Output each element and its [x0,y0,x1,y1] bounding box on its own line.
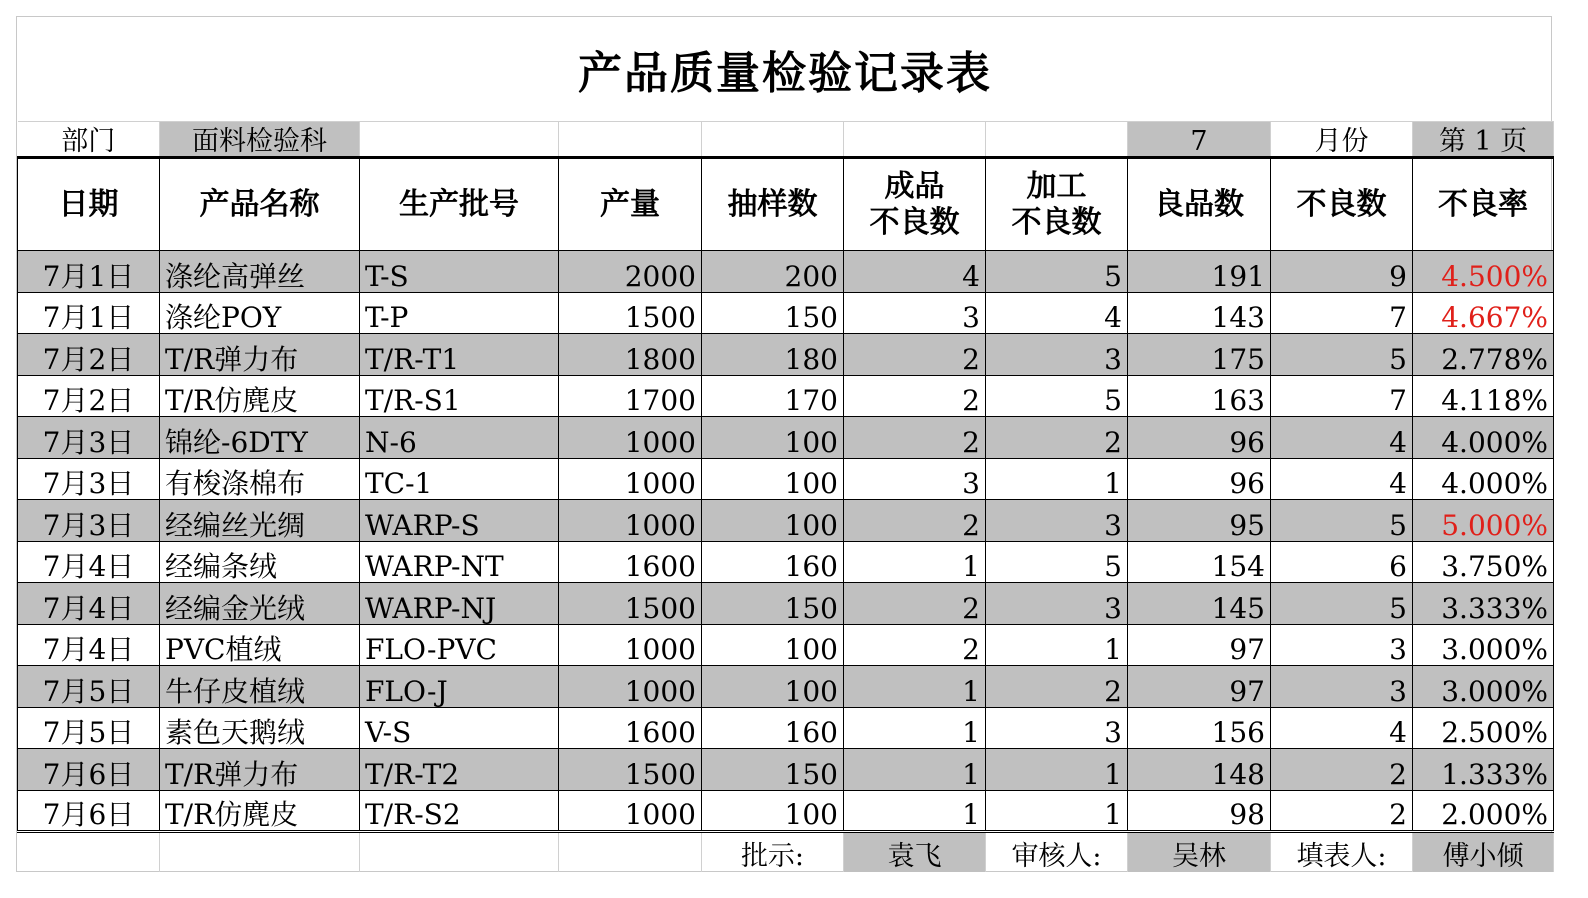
table-row [18,541,1554,583]
cell-batch[interactable]: T/R-T1 [360,334,559,376]
cell-finished-defect[interactable]: 2 [844,375,986,417]
cell-rate[interactable]: 4.118% [1413,375,1554,417]
cell-sample[interactable]: 100 [702,624,844,666]
cell-qty[interactable]: 1000 [559,417,702,459]
table-row [18,749,1554,791]
cell-qty[interactable]: 1000 [559,624,702,666]
cell-date[interactable]: 7月4日 [18,541,160,583]
cell-batch[interactable]: T/R-S2 [360,790,559,832]
cell-batch[interactable]: T-S [360,251,559,293]
cell-rate[interactable]: 1.333% [1413,749,1554,791]
sheet-title: 产品质量检验记录表 [578,48,992,99]
cell-good[interactable]: 143 [1128,292,1271,334]
header-finished-defect-line1: 成品 [884,168,945,204]
table-row [18,375,1554,417]
cell-process-defect[interactable]: 1 [986,624,1128,666]
header-process-defect-line1: 加工 [1026,168,1087,204]
cell-rate[interactable]: 4.500% [1413,251,1554,293]
cell-good[interactable]: 97 [1128,624,1271,666]
cell-product-name[interactable]: T/R仿麂皮 [160,375,360,417]
cell-product-name[interactable]: 素色天鹅绒 [160,707,360,749]
cell-sample[interactable]: 170 [702,375,844,417]
cell-date[interactable]: 7月4日 [18,624,160,666]
cell-finished-defect[interactable]: 1 [844,541,986,583]
cell-qty[interactable]: 1000 [559,500,702,542]
cell-finished-defect[interactable]: 2 [844,624,986,666]
empty-cell[interactable] [559,832,702,872]
cell-good[interactable]: 175 [1128,334,1271,376]
cell-batch[interactable]: T-P [360,292,559,334]
cell-sample[interactable]: 100 [702,500,844,542]
table-row [18,707,1554,749]
cell-qty[interactable]: 1500 [559,749,702,791]
meta-row [18,122,1554,158]
table-row [18,251,1554,293]
cell-qty[interactable]: 1500 [559,583,702,625]
cell-process-defect[interactable]: 3 [986,707,1128,749]
cell-sample[interactable]: 160 [702,541,844,583]
dept-label[interactable]: 部门 [18,122,160,158]
cell-qty[interactable]: 1800 [559,334,702,376]
table-row [18,334,1554,376]
cell-date[interactable]: 7月2日 [18,375,160,417]
cell-product-name[interactable]: T/R弹力布 [160,749,360,791]
cell-qty[interactable]: 1600 [559,541,702,583]
cell-date[interactable]: 7月5日 [18,707,160,749]
approve-value[interactable]: 袁飞 [844,832,986,872]
cell-date[interactable]: 7月3日 [18,417,160,459]
cell-finished-defect[interactable]: 1 [844,707,986,749]
cell-process-defect[interactable]: 1 [986,790,1128,832]
cell-date[interactable]: 7月3日 [18,458,160,500]
cell-batch[interactable]: T/R-T2 [360,749,559,791]
cell-qty[interactable]: 1700 [559,375,702,417]
preparer-label[interactable]: 填表人: [1271,832,1413,872]
cell-rate[interactable]: 2.778% [1413,334,1554,376]
cell-sample[interactable]: 180 [702,334,844,376]
quality-table [17,121,1554,872]
empty-cell[interactable] [360,832,559,872]
cell-qty[interactable]: 1500 [559,292,702,334]
empty-cell[interactable] [360,122,559,158]
cell-process-defect[interactable]: 3 [986,334,1128,376]
header-rate[interactable]: 不良率 [1413,158,1554,251]
empty-cell[interactable] [559,122,702,158]
cell-qty[interactable]: 1000 [559,790,702,832]
cell-finished-defect[interactable]: 1 [844,749,986,791]
cell-rate[interactable]: 4.000% [1413,417,1554,459]
header-batch[interactable]: 生产批号 [360,158,559,251]
cell-bad[interactable]: 5 [1271,500,1413,542]
table-row [18,458,1554,500]
header-qty[interactable]: 产量 [559,158,702,251]
cell-product-name[interactable]: 锦纶-6DTY [160,417,360,459]
preparer-value[interactable]: 傅小倾 [1413,832,1554,872]
cell-good[interactable]: 163 [1128,375,1271,417]
cell-batch[interactable]: WARP-S [360,500,559,542]
cell-bad[interactable]: 9 [1271,251,1413,293]
cell-bad[interactable]: 2 [1271,749,1413,791]
cell-bad[interactable]: 4 [1271,417,1413,459]
cell-sample[interactable]: 150 [702,749,844,791]
cell-rate[interactable]: 5.000% [1413,500,1554,542]
cell-product-name[interactable]: PVC植绒 [160,624,360,666]
cell-rate[interactable]: 2.000% [1413,790,1554,832]
cell-finished-defect[interactable]: 1 [844,666,986,708]
cell-batch[interactable]: FLO-PVC [360,624,559,666]
cell-process-defect[interactable]: 1 [986,749,1128,791]
header-finished-defect-line2: 不良数 [869,204,960,240]
cell-sample[interactable]: 200 [702,251,844,293]
table-row [18,500,1554,542]
cell-qty[interactable]: 1600 [559,707,702,749]
month-label[interactable]: 月份 [1271,122,1413,158]
cell-rate[interactable]: 4.000% [1413,458,1554,500]
header-sample[interactable]: 抽样数 [702,158,844,251]
cell-finished-defect[interactable]: 2 [844,500,986,542]
cell-process-defect[interactable]: 5 [986,541,1128,583]
cell-good[interactable]: 191 [1128,251,1271,293]
cell-good[interactable]: 98 [1128,790,1271,832]
cell-finished-defect[interactable]: 1 [844,790,986,832]
cell-product-name[interactable]: 经编金光绒 [160,583,360,625]
cell-bad[interactable]: 7 [1271,292,1413,334]
cell-finished-defect[interactable]: 3 [844,458,986,500]
cell-process-defect[interactable]: 5 [986,251,1128,293]
cell-good[interactable]: 97 [1128,666,1271,708]
table-row [18,583,1554,625]
cell-product-name[interactable]: 经编丝光绸 [160,500,360,542]
cell-process-defect[interactable]: 5 [986,375,1128,417]
cell-date[interactable]: 7月3日 [18,500,160,542]
empty-cell[interactable] [160,832,360,872]
cell-good[interactable]: 145 [1128,583,1271,625]
reviewer-label[interactable]: 审核人: [986,832,1128,872]
header-bad[interactable]: 不良数 [1271,158,1413,251]
approve-label[interactable]: 批示: [702,832,844,872]
cell-good[interactable]: 148 [1128,749,1271,791]
empty-cell[interactable] [702,122,844,158]
header-process-defect[interactable] [986,158,1128,251]
table-row [18,666,1554,708]
cell-process-defect[interactable]: 1 [986,458,1128,500]
header-name[interactable]: 产品名称 [160,158,360,251]
header-date[interactable]: 日期 [18,158,160,251]
cell-finished-defect[interactable]: 4 [844,251,986,293]
cell-bad[interactable]: 5 [1271,583,1413,625]
footer-row [18,832,1554,872]
cell-process-defect[interactable]: 3 [986,500,1128,542]
cell-qty[interactable]: 1000 [559,458,702,500]
cell-sample[interactable]: 160 [702,707,844,749]
cell-good[interactable]: 154 [1128,541,1271,583]
cell-batch[interactable]: FLO-J [360,666,559,708]
reviewer-value[interactable]: 吴林 [1128,832,1271,872]
dept-value[interactable]: 面料检验科 [160,122,360,158]
cell-rate[interactable]: 3.000% [1413,666,1554,708]
header-good[interactable]: 良品数 [1128,158,1271,251]
cell-bad[interactable]: 3 [1271,624,1413,666]
cell-batch[interactable]: WARP-NJ [360,583,559,625]
cell-batch[interactable]: N-6 [360,417,559,459]
cell-product-name[interactable]: 有梭涤棉布 [160,458,360,500]
cell-good[interactable]: 95 [1128,500,1271,542]
header-row [18,158,1554,251]
cell-sample[interactable]: 100 [702,417,844,459]
cell-rate[interactable]: 2.500% [1413,707,1554,749]
table-row [18,292,1554,334]
cell-bad[interactable]: 4 [1271,707,1413,749]
cell-sample[interactable]: 100 [702,666,844,708]
cell-sample[interactable]: 150 [702,292,844,334]
cell-qty[interactable]: 1000 [559,666,702,708]
cell-good[interactable]: 96 [1128,417,1271,459]
cell-rate[interactable]: 3.750% [1413,541,1554,583]
cell-product-name[interactable]: 牛仔皮植绒 [160,666,360,708]
table-row [18,624,1554,666]
cell-sample[interactable]: 100 [702,790,844,832]
cell-sample[interactable]: 100 [702,458,844,500]
cell-sample[interactable]: 150 [702,583,844,625]
cell-bad[interactable]: 5 [1271,334,1413,376]
cell-date[interactable]: 7月1日 [18,292,160,334]
cell-bad[interactable]: 4 [1271,458,1413,500]
spreadsheet [16,16,1552,872]
cell-rate[interactable]: 3.333% [1413,583,1554,625]
cell-process-defect[interactable]: 2 [986,417,1128,459]
month-value[interactable]: 7 [1128,122,1271,158]
cell-good[interactable]: 156 [1128,707,1271,749]
table-row [18,417,1554,459]
cell-date[interactable]: 7月1日 [18,251,160,293]
cell-qty[interactable]: 2000 [559,251,702,293]
header-finished-defect[interactable] [844,158,986,251]
cell-bad[interactable]: 7 [1271,375,1413,417]
empty-cell[interactable] [18,832,160,872]
empty-cell[interactable] [844,122,986,158]
header-process-defect-line2: 不良数 [1011,204,1102,240]
cell-date[interactable]: 7月6日 [18,749,160,791]
cell-date[interactable]: 7月2日 [18,334,160,376]
cell-date[interactable]: 7月4日 [18,583,160,625]
cell-bad[interactable]: 6 [1271,541,1413,583]
cell-finished-defect[interactable]: 2 [844,334,986,376]
page-label[interactable]: 第 1 页 [1413,122,1554,158]
cell-finished-defect[interactable]: 3 [844,292,986,334]
cell-process-defect[interactable]: 3 [986,583,1128,625]
empty-cell[interactable] [986,122,1128,158]
cell-bad[interactable]: 3 [1271,666,1413,708]
cell-finished-defect[interactable]: 2 [844,583,986,625]
cell-finished-defect[interactable]: 2 [844,417,986,459]
cell-product-name[interactable]: T/R仿麂皮 [160,790,360,832]
cell-batch[interactable]: V-S [360,707,559,749]
cell-good[interactable]: 96 [1128,458,1271,500]
cell-product-name[interactable]: 涤纶高弹丝 [160,251,360,293]
cell-rate[interactable]: 4.667% [1413,292,1554,334]
cell-process-defect[interactable]: 4 [986,292,1128,334]
cell-product-name[interactable]: 涤纶POY [160,292,360,334]
cell-date[interactable]: 7月6日 [18,790,160,832]
cell-process-defect[interactable]: 2 [986,666,1128,708]
cell-batch[interactable]: WARP-NT [360,541,559,583]
cell-product-name[interactable]: T/R弹力布 [160,334,360,376]
cell-rate[interactable]: 3.000% [1413,624,1554,666]
cell-batch[interactable]: T/R-S1 [360,375,559,417]
cell-product-name[interactable]: 经编条绒 [160,541,360,583]
table-row [18,790,1554,832]
cell-date[interactable]: 7月5日 [18,666,160,708]
cell-bad[interactable]: 2 [1271,790,1413,832]
cell-batch[interactable]: TC-1 [360,458,559,500]
